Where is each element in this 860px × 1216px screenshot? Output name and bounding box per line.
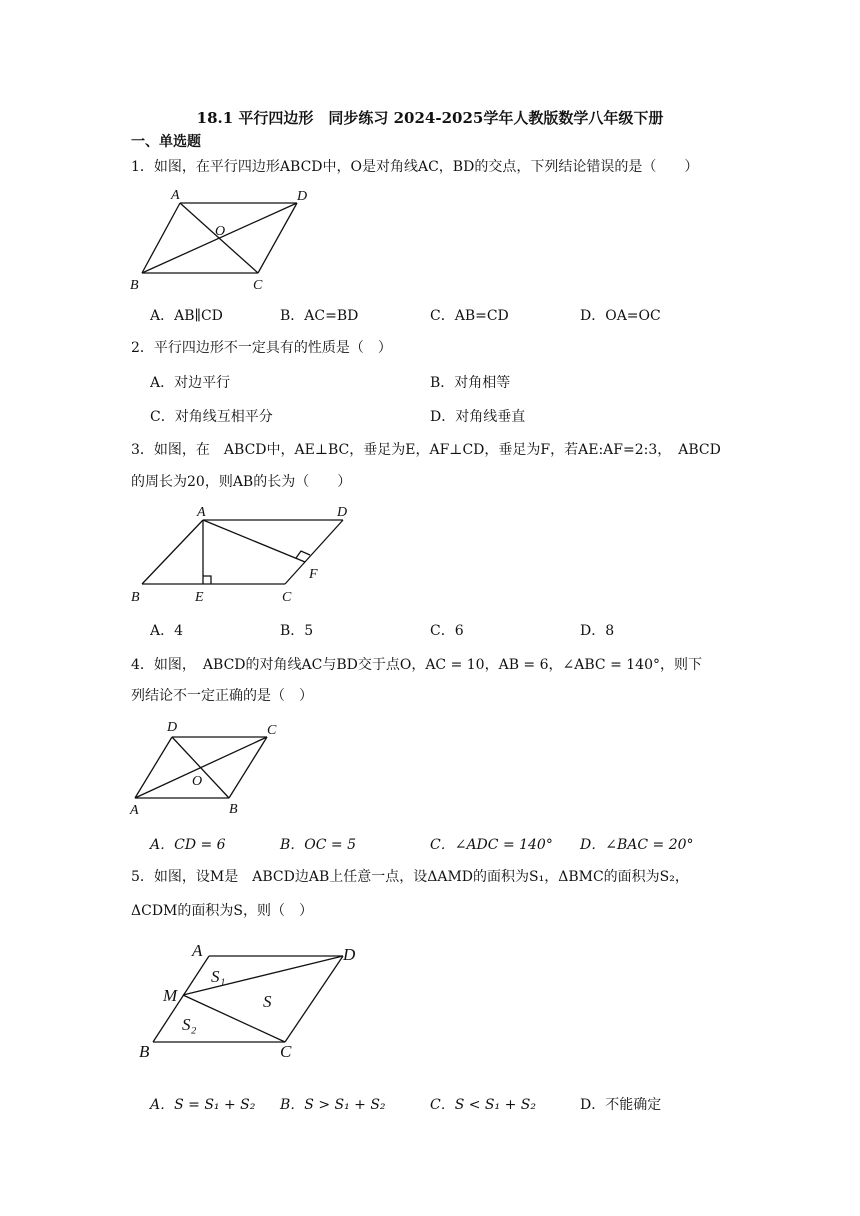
q3-option-a[interactable]: A．4: [150, 623, 184, 639]
q1-label-b: B: [130, 278, 139, 293]
question-5-figure: [125, 940, 375, 1065]
page-title: 18.1 平行四边形 同步练习 2024-2025学年人教版数学八年级下册: [196, 109, 664, 127]
q5-side-ba: [153, 956, 209, 1042]
q1-label-d: D: [297, 189, 308, 204]
q3-option-b[interactable]: B．5: [280, 623, 314, 639]
q1-side-ba: [142, 203, 180, 273]
question-1-figure: [125, 185, 325, 295]
q3-label-e: E: [195, 590, 204, 605]
q4-option-a[interactable]: A．CD = 6: [150, 837, 226, 853]
q1-option-d[interactable]: D．OA=OC: [580, 308, 661, 324]
q5-option-c[interactable]: C．S < S₁ + S₂: [430, 1097, 536, 1113]
q5-option-a[interactable]: A．S = S₁ + S₂: [150, 1097, 256, 1113]
q5-option-b[interactable]: B．S > S₁ + S₂: [280, 1097, 386, 1113]
q3-right-angle-e: [203, 576, 211, 584]
q2-option-c[interactable]: C．对角线互相平分: [150, 409, 273, 425]
q5-label-d: D: [343, 945, 356, 964]
q4-label-b: B: [229, 802, 238, 817]
question-4-stem-line2: 列结论不一定正确的是（ ）: [131, 688, 313, 704]
q5-label-s2: S₂: [182, 1015, 197, 1034]
q2-option-d[interactable]: D．对角线垂直: [430, 409, 526, 425]
question-2-stem: 2．平行四边形不一定具有的性质是（ ）: [131, 340, 392, 356]
question-4-stem-line1: 4．如图， ABCD的对角线AC与BD交于点O，AC = 10，AB = 6，∠ABC = 140°，则下: [131, 657, 702, 673]
question-5-stem-line2: ΔCDM的面积为S，则（ ）: [131, 903, 313, 919]
q4-label-a: A: [130, 803, 139, 818]
q1-label-c: C: [253, 278, 263, 293]
q3-option-d[interactable]: D．8: [580, 623, 615, 639]
section-heading: 一、单选题: [131, 134, 201, 150]
q1-side-dc: [258, 203, 297, 273]
q1-option-c[interactable]: C．AB=CD: [430, 308, 509, 324]
q5-label-s: S: [263, 992, 272, 1011]
q1-option-b[interactable]: B．AC=BD: [280, 308, 359, 324]
q5-side-dc: [285, 956, 343, 1042]
question-3-stem-line1: 3．如图，在 ABCD中，AE⊥BC，垂足为E，AF⊥CD，垂足为F，若AE:AF=2:3， ABCD: [131, 442, 721, 458]
question-3-figure: [125, 500, 365, 610]
q3-label-c: C: [282, 590, 292, 605]
question-5-stem-line1: 5．如图，设M是 ABCD边AB上任意一点，设ΔAMD的面积为S₁，ΔBMC的面积为S₂，: [131, 869, 689, 885]
q5-label-b: B: [139, 1042, 150, 1061]
question-4-figure: [125, 715, 305, 825]
q4-option-c[interactable]: C．∠ADC = 140°: [430, 837, 553, 853]
q2-option-a[interactable]: A．对边平行: [150, 375, 231, 391]
q5-label-a: A: [192, 941, 203, 960]
q1-label-o: O: [215, 224, 226, 239]
question-3-stem-line2: 的周长为20，则AB的长为（ ）: [131, 474, 352, 490]
q5-label-m: M: [163, 986, 178, 1005]
q1-option-a[interactable]: A．AB∥CD: [150, 308, 223, 324]
q5-label-s1: S₁: [211, 967, 226, 986]
q4-label-o: O: [192, 774, 203, 789]
q3-label-d: D: [337, 505, 348, 520]
q3-label-f: F: [309, 567, 318, 582]
q2-option-b[interactable]: B．对角相等: [430, 375, 511, 391]
q3-option-c[interactable]: C．6: [430, 623, 464, 639]
q4-option-b[interactable]: B．OC = 5: [280, 837, 357, 853]
q4-label-d: D: [167, 720, 178, 735]
q5-label-c: C: [280, 1042, 292, 1061]
q3-side-ba: [142, 520, 203, 584]
q1-label-a: A: [171, 188, 180, 203]
q3-altitude-af: [203, 520, 305, 562]
q4-label-c: C: [267, 723, 277, 738]
q3-label-a: A: [197, 505, 206, 520]
question-1-stem: 1．如图，在平行四边形ABCD中，O是对角线AC，BD的交点，下列结论错误的是（ ）: [131, 159, 699, 175]
q3-right-angle-f: [296, 551, 310, 558]
q4-option-d[interactable]: D．∠BAC = 20°: [580, 837, 694, 853]
q5-segment-md: [183, 956, 343, 995]
q5-option-d[interactable]: D．不能确定: [580, 1097, 662, 1113]
q3-label-b: B: [131, 590, 140, 605]
